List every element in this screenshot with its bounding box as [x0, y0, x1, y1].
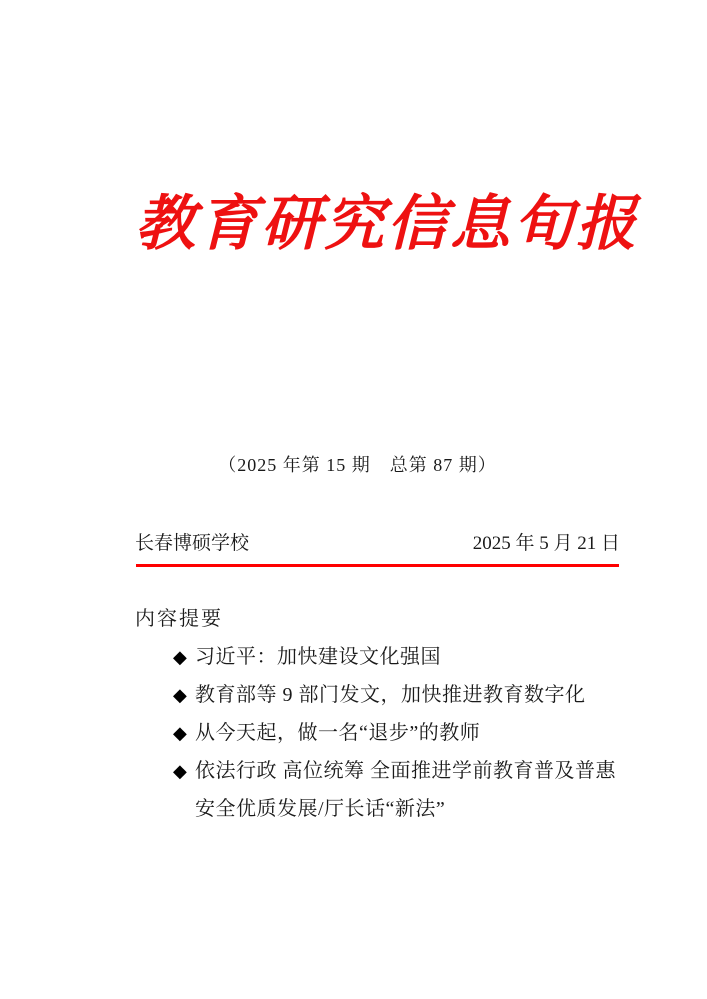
publisher-row [135, 528, 620, 555]
diamond-bullet-icon: ◆ [173, 647, 188, 667]
diamond-bullet-icon: ◆ [173, 685, 188, 705]
summary-heading: 内容提要 [135, 608, 223, 630]
diamond-bullet-icon: ◆ [173, 723, 188, 743]
publication-date: 2025 年 5 月 21 日 [472, 533, 620, 554]
list-item [173, 638, 620, 676]
list-item [173, 752, 620, 828]
list-item [173, 714, 620, 752]
list-item [173, 676, 620, 714]
masthead-title: 教育研究信息旬报 [135, 191, 639, 257]
summary-list [173, 638, 620, 828]
publisher-name: 长春博硕学校 [135, 533, 250, 554]
summary-item-text: 习近平：加快建设文化强国 [195, 646, 441, 668]
issue-line: （2025 年第 15 期 总第 87 期） [218, 455, 497, 475]
summary-item-text: 教育部等 9 部门发文，加快推进教育数字化 [195, 684, 586, 706]
content-area [135, 0, 639, 999]
red-divider-rule [136, 564, 619, 567]
diamond-bullet-icon: ◆ [173, 761, 188, 781]
summary-item-text: 从今天起，做一名“退步”的教师 [195, 722, 481, 744]
summary-item-text: 依法行政 高位统筹 全面推进学前教育普及普惠安全优质发展/厅长话“新法” [195, 760, 616, 820]
